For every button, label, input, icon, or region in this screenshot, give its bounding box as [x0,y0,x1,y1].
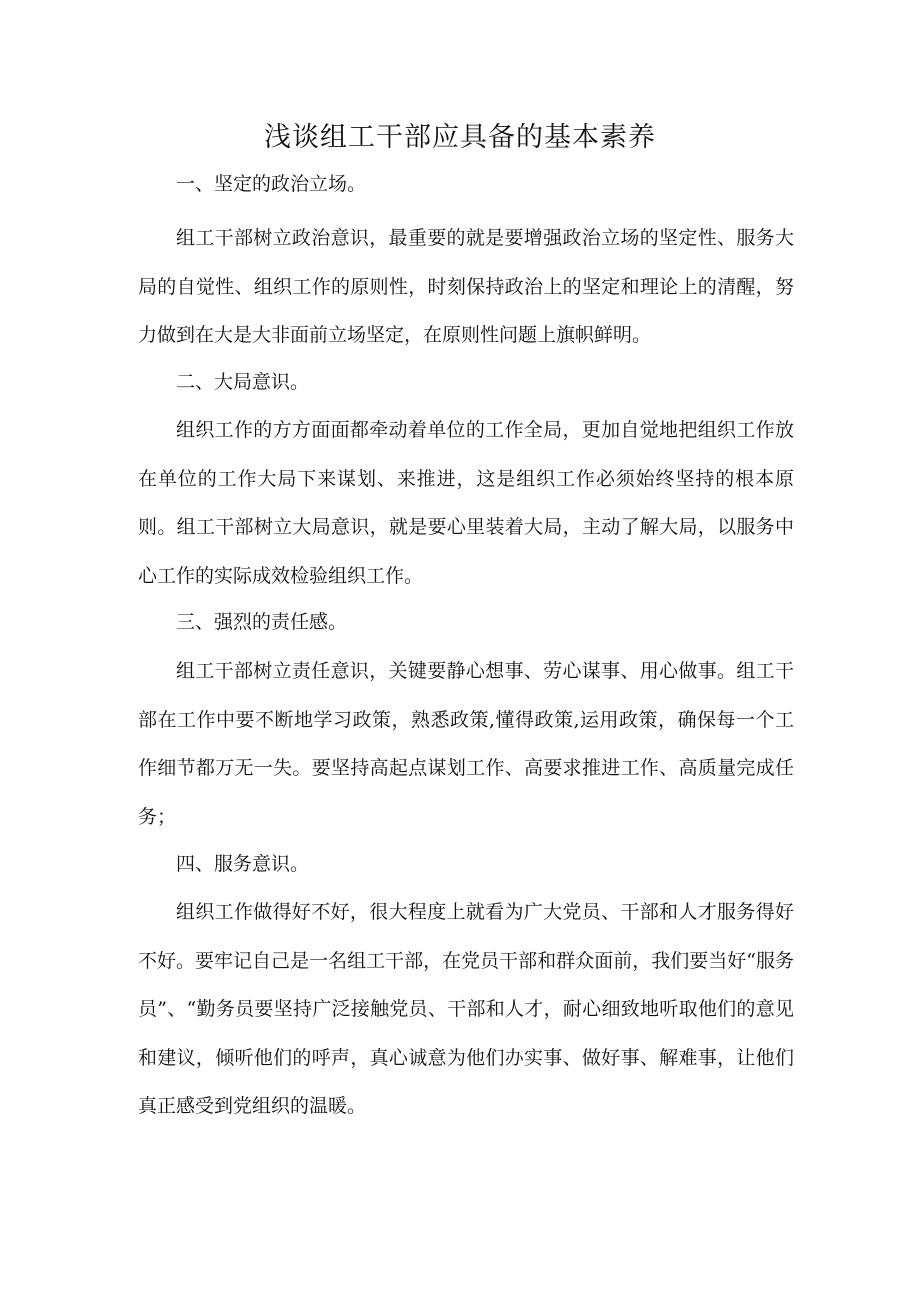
section-3-body: 组工干部树立责任意识，关键要静心想事、劳心谋事、用心做事。组工干部在工作中要不断地学习政策，熟悉政策,懂得政策,运用政策，确保每一个工作细节都万无一失。要坚持高起点谋划工作、高要求推进工作、高质量完成任务； [138,660,794,828]
section-2-body: 组织工作的方方面面都牵动着单位的工作全局，更加自觉地把组织工作放在单位的工作大局下来谋划、来推进，这是组织工作必须始终坚持的根本原则。组工干部树立大局意识，就是要心里装着大局，主动了解大局，以服务中心工作的实际成效检验组织工作。 [138,419,794,587]
section-4-body: 组织工作做得好不好，很大程度上就看为广大党员、干部和人才服务得好不好。要牢记自己是一名组工干部，在党员干部和群众面前，我们要当好“服务员”、“勤务员要坚持广泛接触党员、干部和人才，耐心细致地听取他们的意见和建议，倾听他们的呼声，真心诚意为他们办实事、做好事、解难事，让他们真正感受到党组织的温暖。 [138,901,794,1117]
document-title: 浅谈组工干部应具备的基本素养 [264,122,656,153]
section-4-heading: 四、服务意识。 [176,853,310,875]
section-1-body: 组工干部树立政治意识，最重要的就是要增强政治立场的坚定性、服务大局的自觉性、组织工作的原则性，时刻保持政治上的坚定和理论上的清醒，努力做到在大是大非面前立场坚定，在原则性问题上旗帜鲜明。 [138,227,794,346]
section-2-heading: 二、大局意识。 [176,371,310,393]
section-3-heading: 三、强烈的责任感。 [176,611,348,633]
section-1-heading: 一、坚定的政治立场。 [176,173,367,195]
